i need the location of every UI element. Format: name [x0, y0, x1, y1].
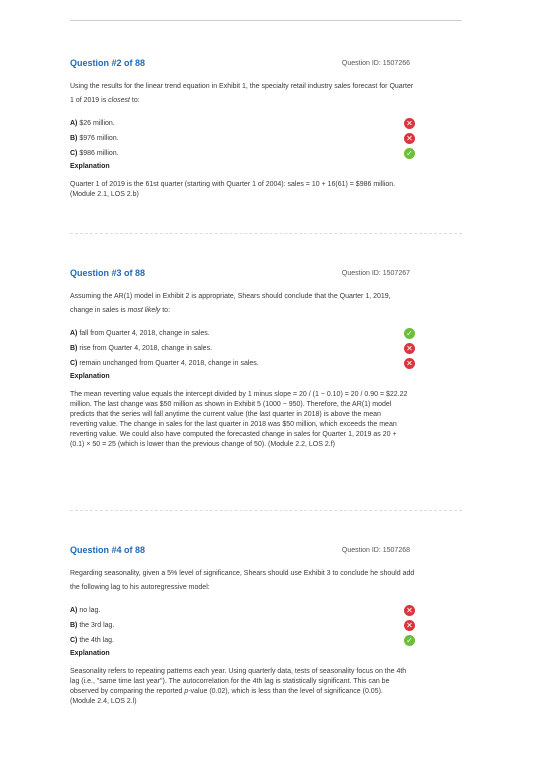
explanation-text: Seasonality refers to repeating patterns each year. Using quarterly data, tests of seasonality focus on the 4th lag (i.e., "same time last year"). The autocorrelation for the 4th lag is statistically significant. This can be observed by comparing the reported p-value (0.02), which is less than the level of significance (0.05). (Module 2.4, LOS 2.l) — [70, 668, 407, 705]
question-divider — [70, 510, 462, 511]
explanation-text: Quarter 1 of 2019 is the 61st quarter (starting with Quarter 1 of 2004): sales = 10 + 16(61) = $986 million. (Module 2.1, LOS 2.b) — [70, 181, 396, 198]
question-stem: Using the results for the linear trend equation in Exhibit 1, the specialty retail industry sales forecast for Quarter 1 of 2019 is closest to: — [70, 83, 414, 104]
question-stem: Assuming the AR(1) model in Exhibit 2 is appropriate, Shears should conclude that the Quarter 1, 2019, change in sales is most likely to: — [70, 293, 391, 314]
answer-option-b[interactable]: B) $976 million. ✕ — [70, 131, 415, 146]
answer-option-c[interactable]: C) $986 million. ✓ — [70, 146, 415, 161]
question-stem: Regarding seasonality, given a 5% level of significance, Shears should use Exhibit 3 to conclude he should add the following lag to his autoregressive model: — [70, 570, 415, 591]
answer-options — [70, 326, 462, 371]
question-block-4 — [70, 545, 462, 707]
explanation-heading: Explanation — [70, 650, 110, 657]
explanation-heading: Explanation — [70, 373, 110, 380]
question-id: Question ID: 1507266 — [341, 60, 410, 67]
question-id: Question ID: 1507267 — [341, 270, 410, 277]
answer-option-a[interactable]: A) fall from Quarter 4, 2018, change in sales. ✓ — [70, 326, 415, 341]
close-circle-icon: ✕ — [404, 605, 415, 616]
question-title: Question #3 of 88 — [70, 268, 146, 278]
answer-option-a[interactable]: A) $26 million. ✕ — [70, 116, 415, 131]
answer-option-a[interactable]: A) no lag. ✕ — [70, 603, 415, 618]
close-circle-icon: ✕ — [404, 343, 415, 354]
question-divider — [70, 233, 462, 234]
close-circle-icon: ✕ — [404, 620, 415, 631]
answer-option-c[interactable]: C) remain unchanged from Quarter 4, 2018, change in sales. ✕ — [70, 356, 415, 371]
question-id: Question ID: 1507268 — [341, 547, 410, 554]
check-circle-icon: ✓ — [404, 635, 415, 646]
question-title: Question #2 of 88 — [70, 58, 146, 68]
question-block-3 — [70, 268, 462, 450]
check-circle-icon: ✓ — [404, 148, 415, 159]
top-divider — [70, 20, 462, 21]
answer-option-b[interactable]: B) rise from Quarter 4, 2018, change in sales. ✕ — [70, 341, 415, 356]
explanation-heading: Explanation — [70, 163, 110, 170]
answer-option-b[interactable]: B) the 3rd lag. ✕ — [70, 618, 415, 633]
answer-options — [70, 116, 462, 161]
answer-options — [70, 603, 462, 648]
explanation-text: The mean reverting value equals the intercept divided by 1 minus slope = 20 / (1 − 0.10) = 20 / 0.90 = $22.22 million. The last change was $50 million as shown in Exhibit 5 (1000 − 950). Therefore, the AR(1) model predicts that the series will fall anytime the current value (the last quarter in 2018) is above the mean reverting value. The change in sales for the last quarter in 2018 was $50 million, which exceeds the mean reverting value. We could also have computed the forecasted change in sales for Quarter 1, 2019 as 20 + (0.1) × 50 = 25 (which is lower than the previous change of 50). (Module 2.2, LOS 2.f) — [70, 391, 408, 448]
answer-option-c[interactable]: C) the 4th lag. ✓ — [70, 633, 415, 648]
close-circle-icon: ✕ — [404, 358, 415, 369]
close-circle-icon: ✕ — [404, 118, 415, 129]
check-circle-icon: ✓ — [404, 328, 415, 339]
question-title: Question #4 of 88 — [70, 545, 146, 555]
question-block-2 — [70, 58, 462, 200]
close-circle-icon: ✕ — [404, 133, 415, 144]
